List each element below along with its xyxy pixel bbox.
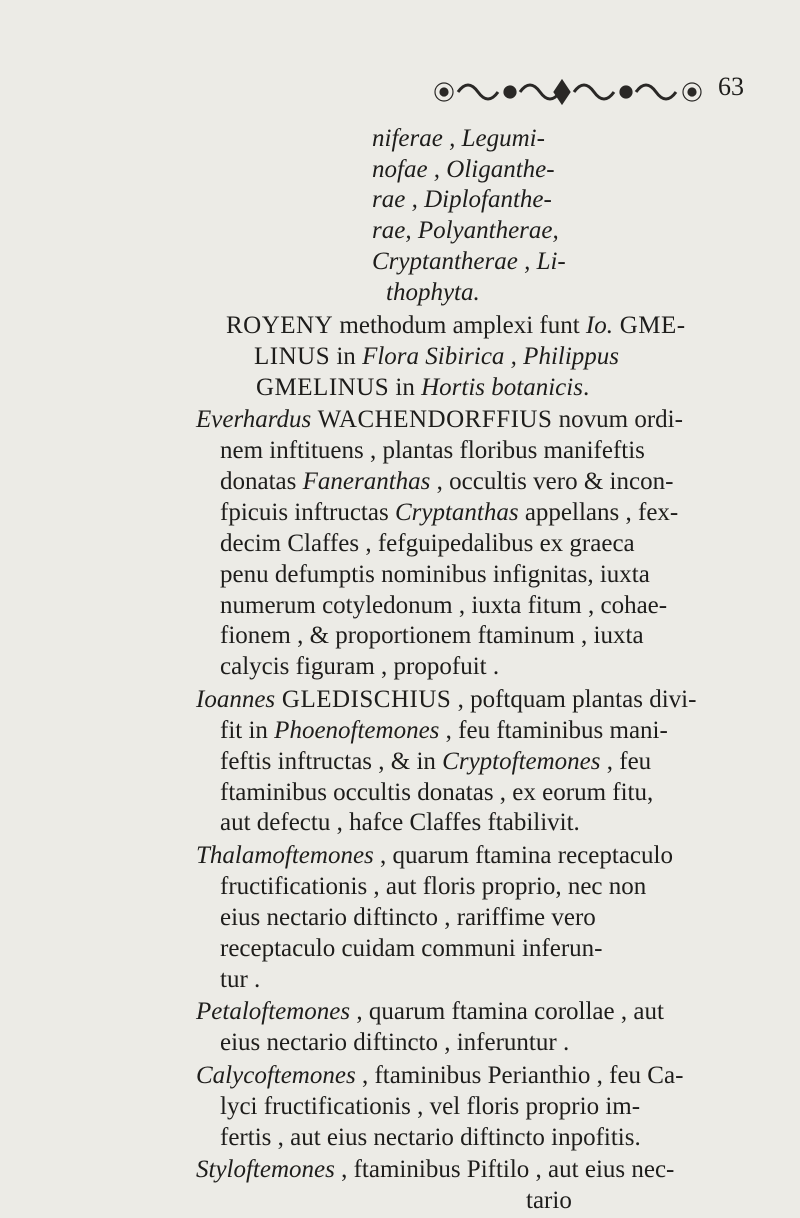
text-segment: , ftaminibus Piftilo , aut eius nec- [334,1156,675,1183]
text-segment: fpicuis inftructas [220,499,395,526]
text-line [372,183,552,217]
text-line [220,619,644,653]
text-segment: novum ordi- [552,406,683,433]
text-segment: fit in [220,717,275,744]
text-line [196,1153,674,1187]
small-caps-name-segment: ROYENY [226,312,334,339]
text-line [220,496,678,530]
italic-text-segment: Cryptantherae , Li- [372,248,566,275]
small-caps-name-segment: GLEDISCHIUS [275,686,452,713]
text-line [220,901,596,935]
small-caps-name-segment: GMELINUS [256,374,390,401]
text-segment: in [389,374,422,401]
text-line [196,995,664,1029]
text-segment: appellans , fex- [518,499,679,526]
text-line [220,714,668,748]
text-line [220,1090,640,1124]
text-segment: in [330,343,363,370]
text-line [256,371,589,405]
italic-text-segment: rae, Polyantherae, [372,217,559,244]
italic-text-segment: niferae , Legumi- [372,125,545,152]
italic-text-segment: Thalamoftemones [196,842,374,869]
text-line [196,403,683,437]
italic-text-segment: thophyta. [386,279,480,306]
text-segment: eius nectario diftincto , rariffime vero [220,904,596,931]
page-number: 63 [718,72,744,101]
text-line [372,153,555,187]
text-line [526,1184,572,1218]
text-line [196,839,673,873]
text-line [372,245,566,279]
text-line [226,309,686,343]
italic-text-segment: Hortis botanicis [421,374,583,401]
text-segment: receptaculo cuidam communi inferun- [220,935,603,962]
italic-text-segment: Styloftemones [196,1156,335,1183]
italic-text-segment: rae , Diplofanthe- [372,186,552,213]
text-segment: , ftaminibus Perianthio , feu Ca- [355,1062,684,1089]
italic-text-segment: Flora Sibirica , Philippus [362,343,620,370]
printer-ornament-icon [424,70,714,114]
text-segment: feftis inftructas , & in [220,748,443,775]
text-segment: calycis figuram , propofuit . [220,653,500,680]
text-line [220,776,653,810]
text-segment: decim Claffes , fefguipedalibus ex graeca [220,530,635,557]
text-line [220,963,260,997]
text-segment: donatas [220,468,303,495]
text-line [220,465,673,499]
text-line [220,589,667,623]
italic-text-segment: Cryptoftemones [442,748,601,775]
text-segment: , feu ftaminibus mani- [439,717,668,744]
italic-text-segment: Ioannes [196,686,276,713]
italic-text-segment: Cryptanthas [394,499,519,526]
text-line [220,650,499,684]
text-segment: penu defumptis nominibus infignitas, iuxta [220,561,650,588]
text-line [220,558,650,592]
italic-text-segment: Petaloftemones [196,998,351,1025]
text-segment: fertis , aut eius nectario diftincto inpofitis. [220,1124,641,1151]
text-segment: aut defectu , hafce Claffes ftabilivit. [220,809,580,836]
small-caps-name-segment: GME- [612,312,686,339]
text-segment: lyci fructificationis , vel floris proprio im- [220,1093,641,1120]
text-segment: . [582,374,590,401]
text-segment: tur . [220,966,261,993]
text-line [220,434,645,468]
text-line [220,806,580,840]
text-segment: ftaminibus occultis donatas , ex eorum fitu, [220,779,654,806]
italic-text-segment: Phoenoftemones [274,717,440,744]
text-segment: fionem , & proportionem ftaminum , iuxta [220,622,644,649]
text-line [254,340,619,374]
text-line [220,1026,569,1060]
text-segment: methodum amplexi funt [333,312,586,339]
text-line [372,122,545,156]
text-segment: , occultis vero & incon- [430,468,674,495]
text-line [220,932,602,966]
text-line [196,683,696,717]
italic-text-segment: Everhardus [196,406,312,433]
text-segment: fructificationis , aut floris proprio, nec non [220,873,647,900]
italic-text-segment: Calycoftemones [196,1062,356,1089]
text-line [196,1059,683,1093]
text-line [386,276,480,310]
text-segment: numerum cotyledonum , iuxta fitum , cohae- [220,592,668,619]
text-segment: , feu [600,748,652,775]
italic-text-segment: Io. [585,312,613,339]
text-line [372,214,559,248]
small-caps-name-segment: LINUS [254,343,331,370]
text-segment: , quarum ftamina receptaculo [373,842,673,869]
text-segment: tario [526,1187,572,1214]
text-line [220,1121,641,1155]
text-line [220,745,651,779]
text-segment: , poftquam plantas divi- [451,686,697,713]
text-line [220,527,635,561]
small-caps-name-segment: WACHENDORFFIUS [311,406,553,433]
italic-text-segment: nofae , Oliganthe- [372,156,555,183]
text-segment: nem inftituens , plantas floribus manifeftis [220,437,645,464]
italic-text-segment: Faneranthas [302,468,431,495]
text-line [220,870,646,904]
text-segment: , quarum ftamina corollae , aut [350,998,664,1025]
text-segment: eius nectario diftincto , inferuntur . [220,1029,570,1056]
